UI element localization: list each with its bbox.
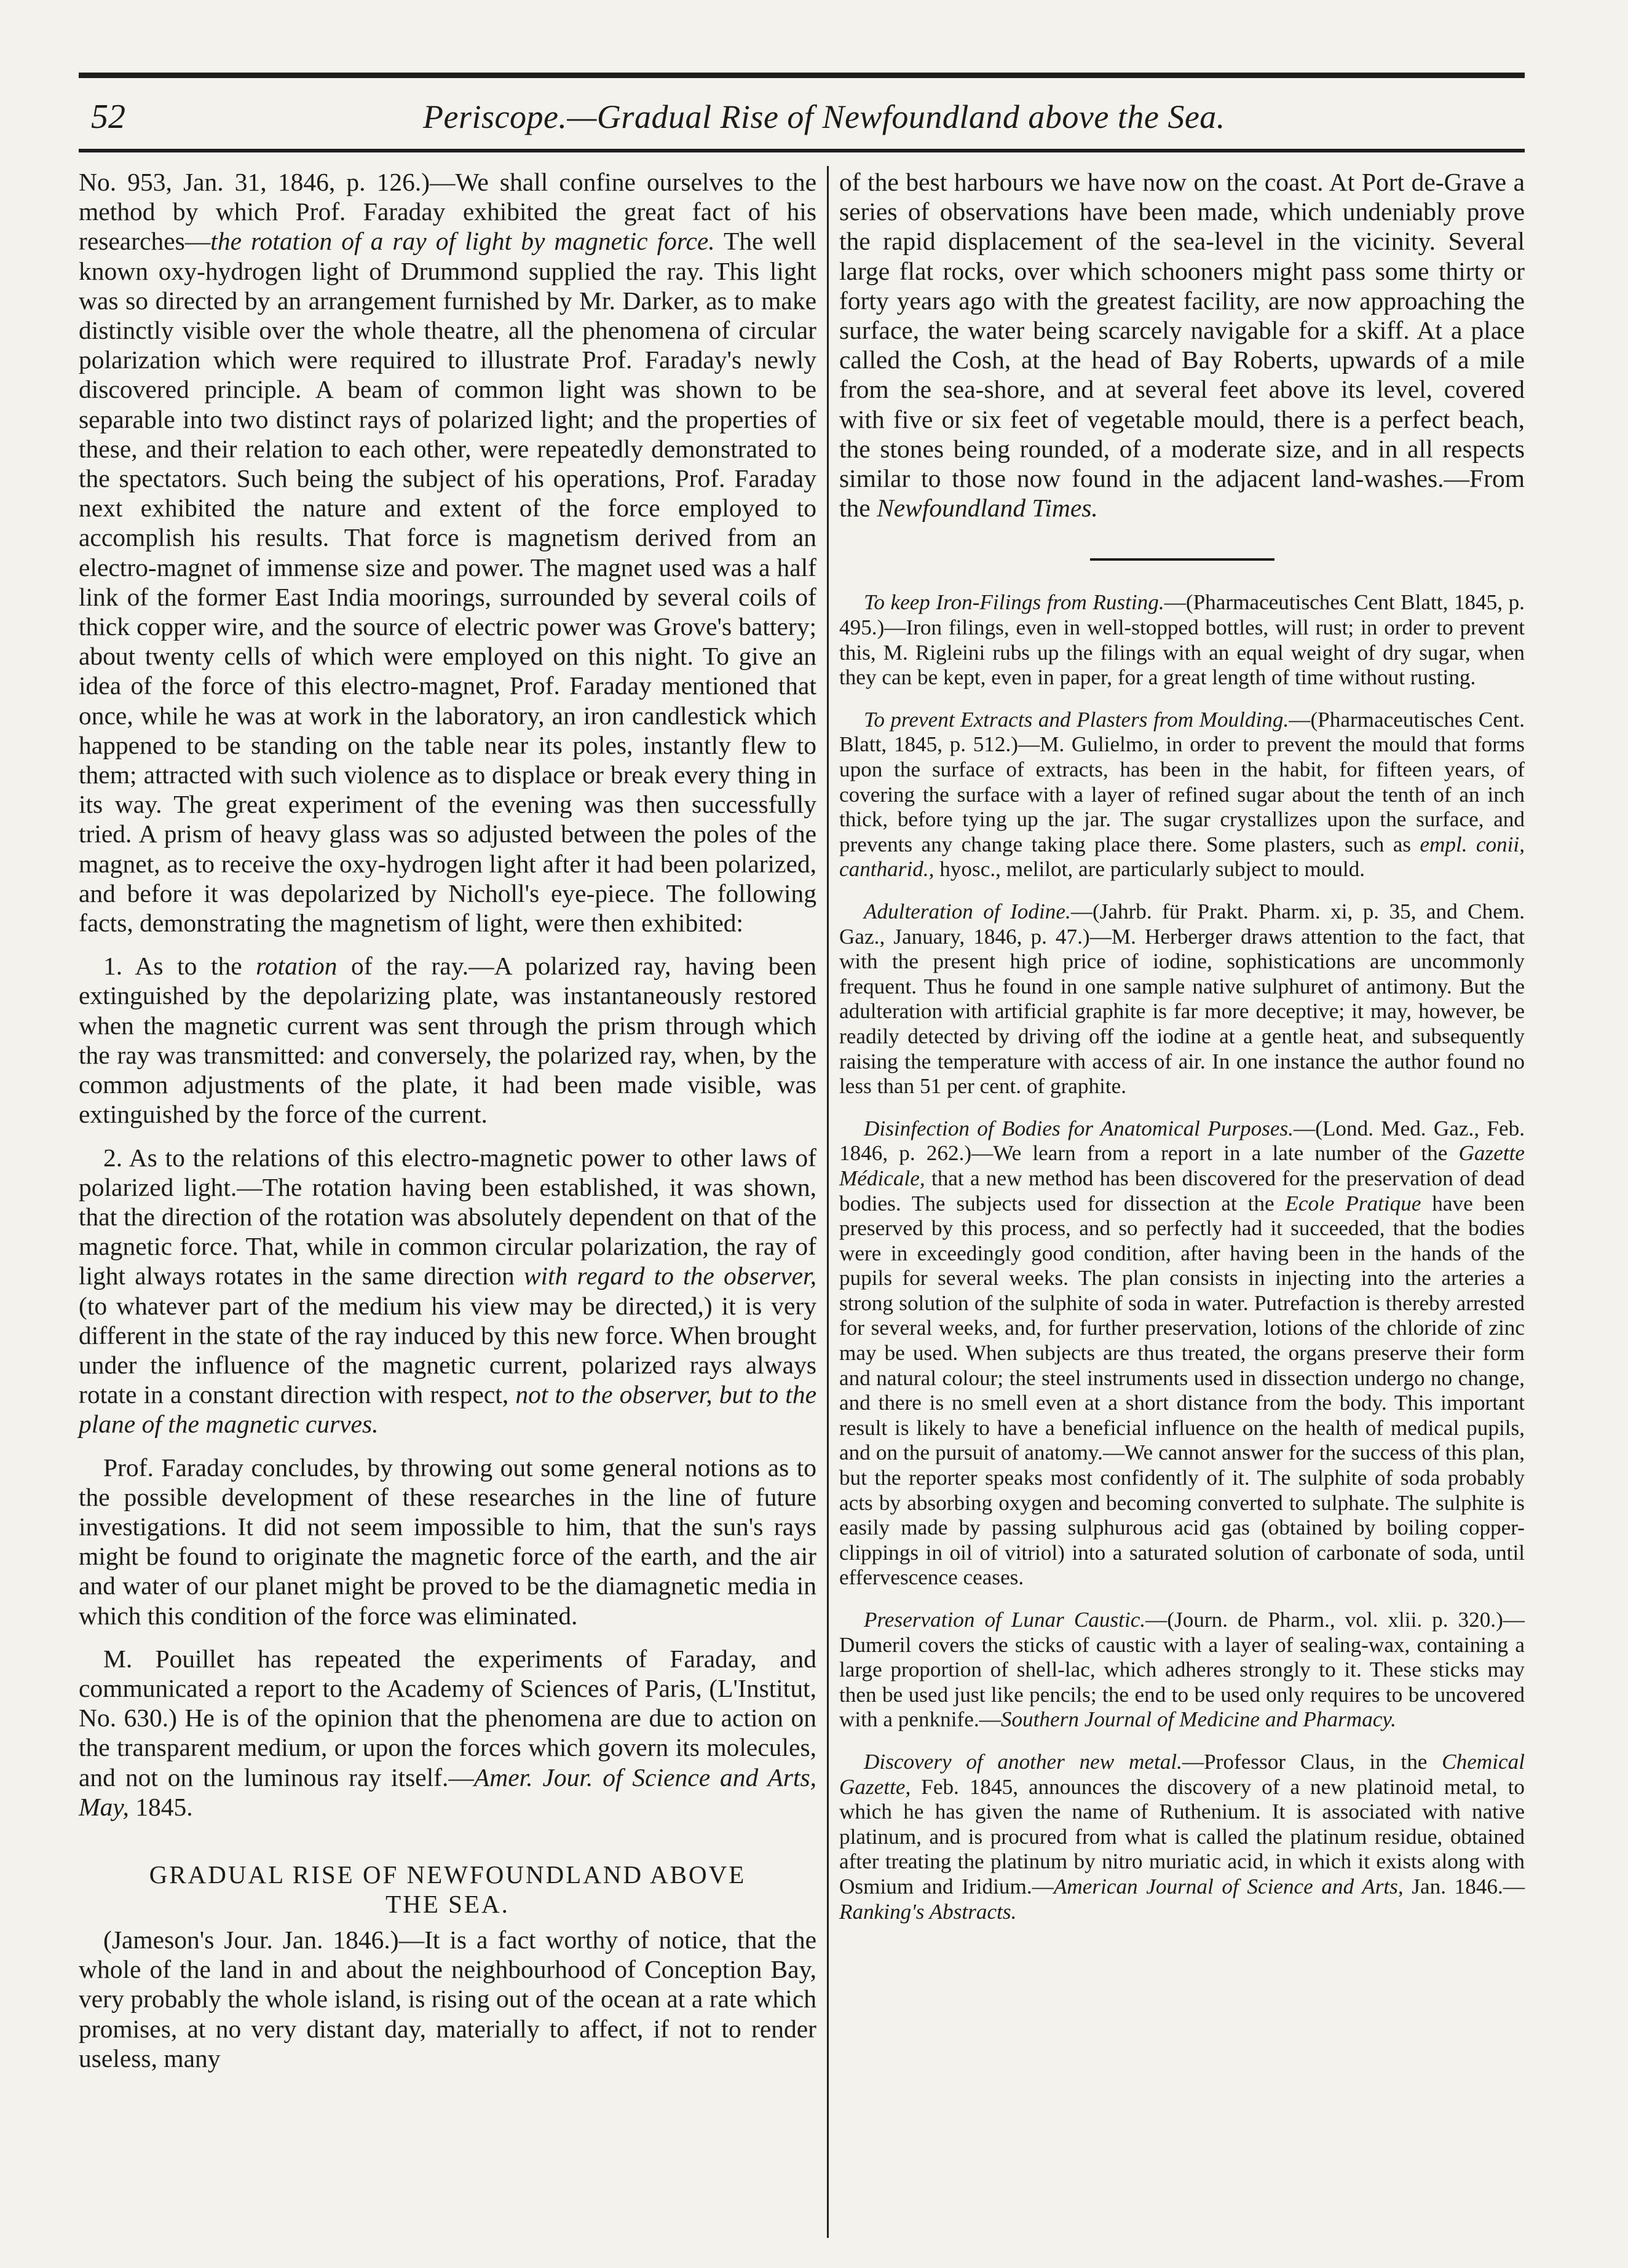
item-italic: Gazette Médicale, bbox=[839, 1141, 1525, 1190]
item-new-metal bbox=[839, 1750, 1525, 1924]
section-heading bbox=[79, 1860, 816, 1919]
column-divider bbox=[827, 166, 829, 2238]
point1-text-a: 1. As to the bbox=[103, 952, 256, 981]
item-disinfection-bodies bbox=[839, 1116, 1525, 1590]
item-text-tail: hyosc., melilot, are particularly subject to mould. bbox=[934, 857, 1365, 882]
item-source: American Journal of Science and Arts, bbox=[1053, 1874, 1404, 1899]
faraday-point-2 bbox=[79, 1143, 816, 1439]
item-source: Southern Journal of Medicine and Pharmacy. bbox=[1000, 1707, 1396, 1732]
item-text: —(Pharmaceutisches Cent Blatt, 1845, p. 495.)—Iron filings, even in well-stopped bottles, will rust; in order to prevent this, M. Rigleini rubs up the filings with an equal weight of dry sugar, when they can be kept, even in paper, for a great length of time without rusting. bbox=[839, 590, 1525, 690]
item-source: Ranking's Abstracts. bbox=[839, 1899, 1017, 1924]
item-text: that a new method has been discovered for the preservation of dead bodies. The subjects used for dissection at the bbox=[839, 1166, 1525, 1215]
point2-text-b: (to whatever part of the medium his view may be directed,) it is very different in the state of the ray induced by this new force. When brought under the influence of the magnetic current, polarized rays always rotate in a constant direction with respect, bbox=[79, 1291, 816, 1409]
item-text: have been preserved by this process, and so perfectly had it succeeded, that the bodies were in exceedingly good condition, after having been in the hands of the pupils for several weeks. The plan consists in injecting into the arteries a strong solution of the sulphite of soda in water. Putrefaction is thereby arrested for several weeks, and, for further preservation, lotions of the chloride of zinc may be used. When subjects are thus treated, the organs preserve their form and natural colour; the steel instruments used in dissection undergo no change, and there is no smell even at a short distance from the body. This important result is likely to have a beneficial influence on the health of medical pupils, and on the pursuit of anatomy.—We cannot answer for the success of this plan, but the reporter speaks most confidently of it. The sulphite of soda probably acts by absorbing oxygen and becoming converted to sulphate. The sulphite is easily made by passing sulphurous acid gas (obtained by boiling copper-clippings in oil of vitriol) into a saturated solution of carbonate of soda, until effervescence ceases. bbox=[839, 1191, 1525, 1590]
item-text: —Professor Claus, in the bbox=[1182, 1749, 1442, 1774]
faraday-body: The well known oxy-hydrogen light of Drummond supplied the ray. This light was so directed by an arrangement furnished by Mr. Darker, as to make distinctly visible over the whole theatre, all the phenomena of circular polarization which were required to illustrate Prof. Faraday's newly discovered principle. A beam of common light was shown to be separable into two distinct rays of polarized light; and the properties of these, and their relation to each other, were repeatedly demonstrated to the spectators. Such being the subject of his operations, Prof. Faraday next exhibited the nature and extent of the force employed to accomplish his results. That force is magnetism derived from an electro-magnet of immense size and power. The magnet used was a half link of the former East India moorings, surrounded by several coils of thick copper wire, and the source of electric power was Grove's battery; about twenty cells of which were employed on this night. To give an idea of the force of this electro-magnet, Prof. Faraday mentioned that once, while he was at work in the laboratory, an iron candlestick which happened to be standing on the table near its poles, instantly flew to them; attracted with such violence as to displace or break every thing in its way. The great experiment of the evening was then successfully tried. A prism of heavy glass was so adjusted between the poles of the magnet, as to receive the oxy-hydrogen light after it had been polarized, and before it was depolarized by Nicholl's eye-piece. The following facts, demonstrating the magnetism of light, were then exhibited: bbox=[79, 227, 816, 938]
section-heading-line-1: GRADUAL RISE OF NEWFOUNDLAND ABOVE bbox=[149, 1860, 746, 1889]
item-title: Disinfection of Bodies for Anatomical Purposes. bbox=[864, 1116, 1294, 1140]
faraday-intro: No. 953, Jan. 31, 1846, p. 126.)—We shall confine ourselves to the method by which Prof. Faraday exhibited the great fact of his researches— bbox=[79, 168, 816, 256]
item-italic: empl. conii, cantharid., bbox=[839, 832, 1525, 882]
item-lunar-caustic bbox=[839, 1608, 1525, 1733]
item-italic: Chemical Gazette, bbox=[839, 1749, 1525, 1799]
point1-text-b: of the ray.—A polarized ray, having been extinguished by the depolarizing plate, was instantaneously restored when the magnetic current was sent through the prism through which the ray was transmitted: and conversely, the polarized ray, when, by the common adjustments of the plate, it had been made visible, was extinguished by the force of the current. bbox=[79, 952, 817, 1129]
item-title: Adulteration of Iodine. bbox=[864, 899, 1071, 923]
newfoundland-paragraph-cont bbox=[839, 167, 1525, 523]
faraday-point-1 bbox=[79, 951, 816, 1129]
item-text: —(Journ. de Pharm., vol. xlii. p. 320.)—Dumeril covers the sticks of caustic with a layer of sealing-wax, containing a large proportion of shell-lac, which adheres strongly to it. These sticks may then be used just like pencils; the end to be used only requires to be uncovered with a penknife.— bbox=[839, 1608, 1525, 1732]
section-heading-line-2: THE SEA. bbox=[385, 1889, 510, 1918]
faraday-paragraph bbox=[79, 167, 816, 938]
pouillet-paragraph bbox=[79, 1644, 816, 1822]
pouillet-year: 1845. bbox=[128, 1792, 193, 1821]
faraday-intro-italic: the rotation of a ray of light by magnetic force. bbox=[210, 227, 715, 256]
point2-italic-2: not to the observer, but to the plane of the magnetic curves. bbox=[79, 1380, 816, 1439]
item-text: Feb. 1845, announces the discovery of a new platinoid metal, to which he has given the name of Ruthenium. It is associated with native platinum, and is procured from what is called the platinum residue, obtained after treating the platinum by nitro muriatic acid, in which it exists along with Osmium and Iridium.— bbox=[839, 1774, 1525, 1899]
header-rule bbox=[79, 149, 1525, 152]
item-title: To prevent Extracts and Plasters from Moulding. bbox=[864, 707, 1289, 732]
point1-italic: rotation bbox=[256, 952, 338, 981]
item-text: Jan. 1846.— bbox=[1403, 1874, 1525, 1899]
top-rule bbox=[79, 73, 1525, 78]
newfoundland-source: Newfoundland Times. bbox=[877, 494, 1098, 523]
running-title: Periscope.—Gradual Rise of Newfoundland above the Sea. bbox=[423, 98, 1225, 135]
point2-text-a: 2. As to the relations of this electro-magnetic power to other laws of polarized light.—The rotation having been established, it was shown, that the direction of the rotation was absolutely dependent on that of the magnetic force. That, while in common circular polarization, the ray of light always rotates in the same direction bbox=[79, 1143, 816, 1290]
point2-italic-1: with regard to the observer, bbox=[523, 1262, 816, 1290]
item-text: —(Jahrb. für Prakt. Pharm. xi, p. 35, and Chem. Gaz., January, 1846, p. 47.)—M. Herberger draws attention to the fact, that with the present high price of iodine, sophistications are uncommonly frequent. Thus he found in one sample native sulphuret of antimony. But the adulteration with artificial graphite is far more deceptive; it may, however, be readily detected by driving off the iodine at a gentle heat, and subsequently raising the temperature with access of air. In one instance the author found no less than 51 per cent. of graphite. bbox=[839, 899, 1525, 1099]
item-title: Preservation of Lunar Caustic. bbox=[864, 1608, 1146, 1632]
pouillet-source: Amer. Jour. of Science and Arts, May, bbox=[79, 1763, 817, 1821]
item-iron-filings bbox=[839, 590, 1525, 690]
item-text: —(Lond. Med. Gaz., Feb. 1846, p. 262.)—We learn from a report in a late number of the bbox=[839, 1116, 1525, 1166]
newfoundland-paragraph-start: (Jameson's Jour. Jan. 1846.)—It is a fact worthy of notice, that the whole of the land in and about the neighbourhood of Conception Bay, very probably the whole island, is rising out of the ocean at a rate which promises, at no very distant day, materially to affect, if not to render useless, many bbox=[79, 1925, 816, 2072]
item-adulteration-iodine bbox=[839, 899, 1525, 1099]
item-extracts-plasters bbox=[839, 708, 1525, 882]
pouillet-text: M. Pouillet has repeated the experiments of Faraday, and communicated a report to the Academy of Sciences of Paris, (L'Institut, No. 630.) He is of the opinion that the phenomena are due to action on the transparent medium, or upon the forces which govern its molecules, and not on the luminous ray itself.— bbox=[79, 1644, 816, 1792]
page-header bbox=[79, 92, 1525, 141]
item-title: Discovery of another new metal. bbox=[864, 1749, 1182, 1774]
left-column bbox=[79, 167, 816, 2073]
item-title: To keep Iron-Filings from Rusting. bbox=[864, 590, 1164, 615]
right-column bbox=[839, 167, 1525, 1924]
page-number: 52 bbox=[91, 98, 125, 136]
section-separator-rule bbox=[1090, 558, 1274, 561]
newfoundland-cont-text: of the best harbours we have now on the coast. At Port de-Grave a series of observations have been made, which undeniably prove the rapid displacement of the sea-level in the vicinity. Several large flat rocks, over which schooners might pass some thirty or forty years ago with the greatest facility, are now approaching the surface, the water being scarcely navigable for a skiff. At a place called the Cosh, at the head of Bay Roberts, upwards of a mile from the sea-shore, and at several feet above its level, covered with five or six feet of vegetable mould, there is a perfect beach, the stones being rounded, of a moderate size, and in all respects similar to those now found in the adjacent land-washes.—From the bbox=[839, 168, 1525, 523]
faraday-conclusion: Prof. Faraday concludes, by throwing out some general notions as to the possible development of these researches in the line of future investigations. It did not seem impossible to him, that the sun's rays might be found to originate the magnetic force of the earth, and the air and water of our planet might be proved to be the diamagnetic media in which this condition of the force was eliminated. bbox=[79, 1453, 816, 1630]
item-italic: Ecole Pratique bbox=[1285, 1191, 1421, 1215]
item-text: —(Pharmaceutisches Cent. Blatt, 1845, p. 512.)—M. Gulielmo, in order to prevent the mould that forms upon the surface of extracts, has been in the habit, for fifteen years, of covering the surface with a layer of refined sugar about the tenth of an inch thick, before tying up the jar. The sugar crystallizes upon the surface, and prevents any change taking place there. Some plasters, such as bbox=[839, 707, 1525, 856]
